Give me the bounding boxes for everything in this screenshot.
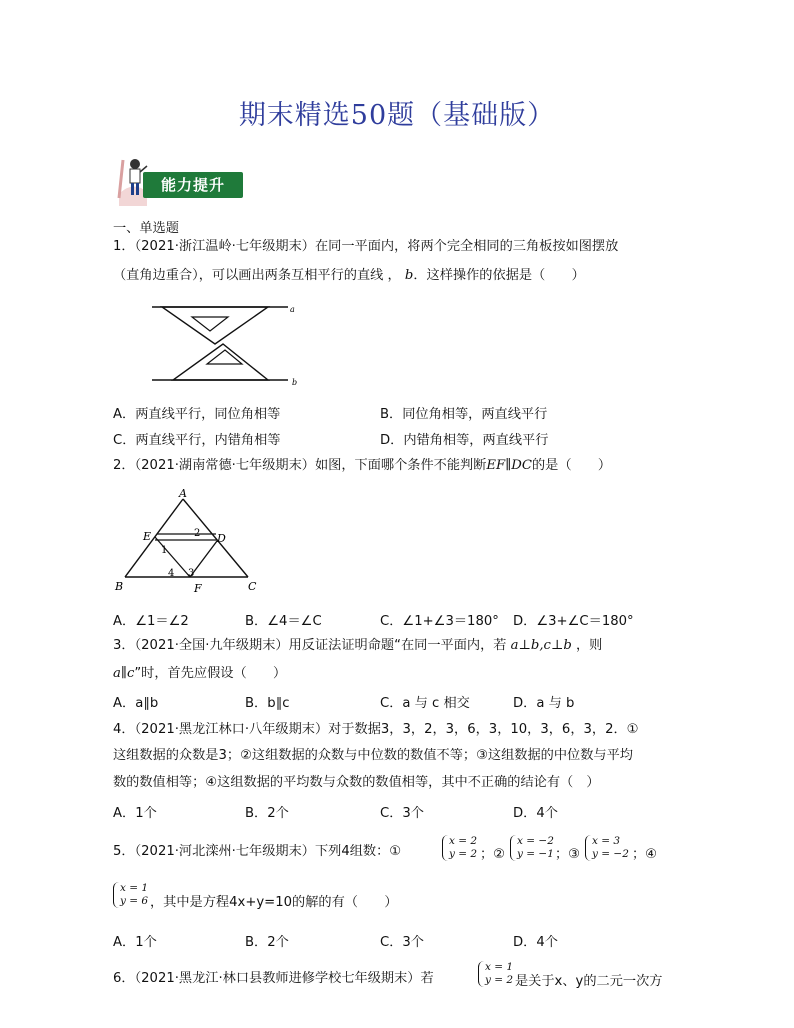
q3-stem-line2-text: ”时，首先应假设（ ） <box>134 666 287 681</box>
q2-label-d: D <box>217 532 226 545</box>
q5-system-2-x: x = −2 <box>517 835 554 847</box>
q1-stem-line1: 1．（2021·浙江温岭·七年级期末）在同一平面内，将两个完全相同的三角板按如图摆放 <box>113 239 619 254</box>
section-heading: 一、单选题 <box>113 221 179 236</box>
q5-system-1-x: x = 2 <box>449 835 478 847</box>
q2-label-c: C <box>248 580 257 593</box>
q2-stem-line1 <box>113 456 611 476</box>
q5-system-3-x: x = 3 <box>592 835 621 847</box>
q2-label-e: E <box>143 530 152 543</box>
q2-option-d[interactable]: D．∠3+∠C＝180° <box>513 614 634 629</box>
q6-system-1-x: x = 1 <box>485 961 514 973</box>
q3-option-d[interactable]: D．a 与 b <box>513 696 575 711</box>
q1-label-b: b <box>292 378 298 387</box>
q5-system-3-y: y = −2 <box>592 848 629 860</box>
q2-label-b: B <box>115 580 124 593</box>
q2-figure <box>108 484 268 596</box>
q2-option-a[interactable]: A．∠1＝∠2 <box>113 614 189 629</box>
q1-figure <box>140 298 310 390</box>
q3-stem-text: 3．（2021·全国·九年级期末）用反证法证明命题“在同一平面内，若 <box>113 638 507 653</box>
q1-stem-line2: （直角边重合），可以画出两条互相平行的直线 ， b．这样操作的依据是（ ） <box>113 268 585 283</box>
q1-option-c[interactable]: C．两直线平行，内错角相等 <box>113 433 281 448</box>
q5-system-4-y: y = 6 <box>120 895 149 907</box>
q3-stem-end: ，则 <box>576 638 603 653</box>
q2-condition: EF∥DC <box>486 458 532 473</box>
q3-stem-line2 <box>113 664 286 684</box>
q2-angle-3: 3 <box>188 568 195 579</box>
q3-option-b[interactable]: B．b∥c <box>245 696 290 711</box>
q3-stem-line1 <box>113 636 602 656</box>
q5-option-b[interactable]: B．2个 <box>245 935 289 950</box>
q5-stem-line1: 5．（2021·河北滦州·七年级期末）下列4组数：① <box>113 844 402 859</box>
q5-option-c[interactable]: C．3个 <box>380 935 424 950</box>
q2-label-a: A <box>179 487 187 500</box>
q4-option-a[interactable]: A．1个 <box>113 806 157 821</box>
q2-option-b[interactable]: B．∠4＝∠C <box>245 614 322 629</box>
q6-system-1-y: y = 2 <box>485 974 514 986</box>
q3-conclusion: a∥c <box>113 666 135 681</box>
q2-stem-text: 2．（2021·湖南常德·七年级期末）如图，下面哪个条件不能判断 <box>113 458 487 473</box>
q5-sep-3: ；④ <box>632 847 658 862</box>
q2-option-c[interactable]: C．∠1+∠3＝180° <box>380 614 499 629</box>
q6-stem-end: 是关于x、y的二元一次方 <box>515 974 663 989</box>
section-badge <box>113 154 243 210</box>
q1-option-d[interactable]: D．内错角相等，两直线平行 <box>380 433 549 448</box>
q2-label-f: F <box>194 582 202 595</box>
q1-option-a[interactable]: A．两直线平行，同位角相等 <box>113 407 281 422</box>
q5-stem-line2: ，其中是方程4x+y=10的解的有（ ） <box>150 895 398 910</box>
q4-option-c[interactable]: C．3个 <box>380 806 424 821</box>
q5-sep-2: ；③ <box>555 847 581 862</box>
q4-stem-line1: 4．（2021·黑龙江林口·八年级期末）对于数据3，3，2，3，6，3，10，3，6，3，2．① <box>113 722 639 737</box>
q4-option-b[interactable]: B．2个 <box>245 806 289 821</box>
q4-option-d[interactable]: D．4个 <box>513 806 558 821</box>
q3-condition: a⊥b,c⊥b <box>510 638 572 653</box>
q5-option-a[interactable]: A．1个 <box>113 935 157 950</box>
q1-option-b[interactable]: B．同位角相等，两直线平行 <box>380 407 548 422</box>
q1-stem-text: （直角边重合），可以画出两条互相平行的直线 <box>113 268 384 283</box>
q2-angle-4: 4 <box>168 568 175 579</box>
q1-label-a: a <box>290 305 295 314</box>
q3-option-a[interactable]: A．a∥b <box>113 696 159 711</box>
q1-stem-end: ．这样操作的依据是（ ） <box>413 268 585 283</box>
q4-stem-line3: 数的数值相等；④这组数据的平均数与众数的数值相等，其中不正确的结论有（ ） <box>113 775 600 790</box>
q4-stem-line2: 这组数据的众数是3；②这组数据的众数与中位数的数值不等；③这组数据的中位数与平均 <box>113 748 633 763</box>
section-badge-label: 能力提升 <box>143 172 243 198</box>
q5-option-d[interactable]: D．4个 <box>513 935 558 950</box>
q5-sep-1: ；② <box>480 847 506 862</box>
q5-system-1-y: y = 2 <box>449 848 478 860</box>
q5-system-4-x: x = 1 <box>120 882 149 894</box>
q1-var-b: b <box>404 268 414 283</box>
q6-stem-line1: 6．（2021·黑龙江·林口县教师进修学校七年级期末）若 <box>113 971 434 986</box>
q2-stem-end: 的是（ ） <box>531 458 612 473</box>
q2-angle-1: 1 <box>161 545 168 556</box>
q3-option-c[interactable]: C．a 与 c 相交 <box>380 696 470 711</box>
page-title: 期末精选50题（基础版） <box>238 100 556 131</box>
q5-system-2-y: y = −1 <box>517 848 554 860</box>
q2-angle-2: 2 <box>194 528 201 539</box>
